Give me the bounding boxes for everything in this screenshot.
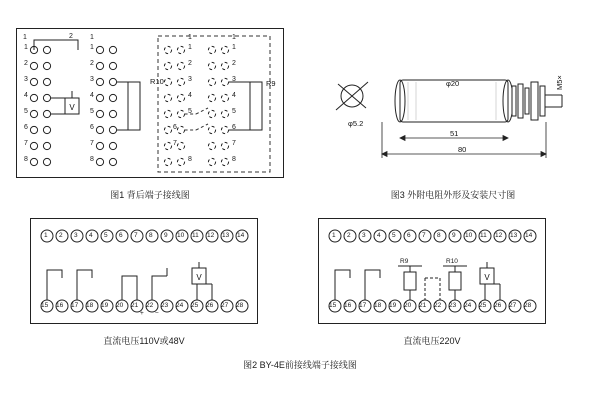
- fig1-left-label-2: 2: [69, 33, 73, 40]
- fig2-right-top-14: 14: [525, 232, 533, 239]
- fig2-right-r9-label: R9: [400, 258, 409, 265]
- fig1-mid-label-1: 1: [90, 34, 94, 41]
- fig1-left-num-2: 2: [24, 60, 28, 67]
- fig1-rr-num-8: 8: [232, 156, 236, 163]
- fig2-right-bot-27: 27: [509, 302, 517, 309]
- fig1-left-label-1: 1: [23, 34, 27, 41]
- fig2-left-top-6: 6: [119, 232, 123, 239]
- fig2-left-bot-18: 18: [86, 302, 94, 309]
- fig2-right-bot-17: 17: [359, 302, 367, 309]
- fig1-rr-num-2: 2: [232, 60, 236, 67]
- fig2-left-top-3: 3: [74, 232, 78, 239]
- fig2-left-top-11: 11: [192, 232, 199, 239]
- fig1-rl-num-5: 5: [188, 108, 192, 115]
- fig2-left-bot-17: 17: [71, 302, 79, 309]
- fig1-rl-num-1: 1: [188, 44, 192, 51]
- fig2-left-top-13: 13: [222, 232, 230, 239]
- fig1-caption: 图1 背后端子接线图: [110, 190, 190, 200]
- svg-text:φ5.2: φ5.2: [348, 119, 364, 128]
- fig2-right-top-3: 3: [362, 232, 366, 239]
- fig1-rr-num-4: 4: [232, 92, 236, 99]
- fig2-left-bot-27: 27: [221, 302, 229, 309]
- fig3-caption: 图3 外附电阻外形及安装尺寸图: [390, 190, 516, 200]
- fig2-right-top-5: 5: [392, 232, 396, 239]
- fig2-right-top-4: 4: [377, 232, 381, 239]
- fig2-right-title: 直流电压220V: [403, 336, 461, 346]
- fig2-left-top-14: 14: [237, 232, 245, 239]
- fig2-left-bot-25: 25: [191, 302, 199, 309]
- svg-text:R10: R10: [150, 77, 164, 86]
- fig2-left-bot-23: 23: [161, 302, 169, 309]
- fig2-left-bot-20: 20: [116, 302, 124, 309]
- fig2-right-top-7: 7: [422, 232, 426, 239]
- fig1-left-num-7: 7: [24, 140, 28, 147]
- fig1-mid-num-1: 1: [90, 44, 94, 51]
- fig1-left-num-3: 3: [24, 76, 28, 83]
- fig2-right-bot-25: 25: [479, 302, 487, 309]
- fig2-left-top-4: 4: [89, 232, 93, 239]
- fig2-right-top-6: 6: [407, 232, 411, 239]
- fig1-rr-num-5: 5: [232, 108, 236, 115]
- fig1-mid-num-4: 4: [90, 92, 94, 99]
- fig1-mid-num-6: 6: [90, 124, 94, 131]
- fig2-left-top-9: 9: [164, 232, 168, 239]
- fig1-svg: [16, 28, 284, 178]
- fig1-rr-num-7: 7: [232, 140, 236, 147]
- fig2-right-bot-20: 20: [404, 302, 412, 309]
- fig2-left-top-8: 8: [149, 232, 153, 239]
- fig2-left-top-12: 12: [207, 232, 215, 239]
- fig2-left-top-7: 7: [134, 232, 138, 239]
- fig1-rr-num-3: 3: [232, 76, 236, 83]
- fig2-right-r10-label: R10: [446, 258, 458, 265]
- fig2-right-bot-26: 26: [494, 302, 502, 309]
- fig2-left-bot-22: 22: [146, 302, 154, 309]
- fig1-frame: [16, 28, 284, 178]
- fig2-left-bot-28: 28: [236, 302, 244, 309]
- fig1-rl-num-3: 3: [188, 76, 192, 83]
- fig2-left-bot-26: 26: [206, 302, 214, 309]
- svg-text:φ20: φ20: [446, 79, 460, 88]
- fig1-right-label-a: 1: [188, 34, 192, 41]
- fig2-right-top-11: 11: [480, 232, 487, 239]
- fig2-left-title: 直流电压110V或48V: [103, 336, 185, 346]
- fig1-right-label-b: 1: [232, 34, 236, 41]
- fig2-left-bot-21: 21: [131, 302, 139, 309]
- svg-text:V: V: [484, 273, 490, 282]
- fig1-mid-num-2: 2: [90, 60, 94, 67]
- fig1-inner-6: 6: [173, 124, 177, 131]
- fig1-rl-num-8: 8: [188, 156, 192, 163]
- fig2-right-bot-23: 23: [449, 302, 457, 309]
- fig2-right-bot-19: 19: [389, 302, 397, 309]
- fig1-mid-num-8: 8: [90, 156, 94, 163]
- fig2-left-bot-24: 24: [176, 302, 184, 309]
- fig1-mid-num-3: 3: [90, 76, 94, 83]
- fig2-left-bot-15: 15: [41, 302, 49, 309]
- fig1-rr-num-1: 1: [232, 44, 236, 51]
- fig2-left-top-10: 10: [177, 232, 185, 239]
- fig2-right-top-2: 2: [347, 232, 351, 239]
- svg-text:51: 51: [450, 129, 459, 138]
- fig2-caption: 图2 BY-4E前接线端子接线图: [243, 360, 357, 370]
- svg-text:V: V: [69, 103, 75, 112]
- fig2-right-top-1: 1: [332, 232, 336, 239]
- fig1-left-num-5: 5: [24, 108, 28, 115]
- svg-text:M5×: M5×: [555, 75, 564, 90]
- fig2-left-bot-19: 19: [101, 302, 109, 309]
- fig2-right-top-13: 13: [510, 232, 518, 239]
- fig2-left-minus: −: [155, 310, 159, 317]
- fig1-rl-num-4: 4: [188, 92, 192, 99]
- fig1-rl-num-2: 2: [188, 60, 192, 67]
- fig1-inner-7: 7: [173, 140, 177, 147]
- fig2-right-bot-16: 16: [344, 302, 352, 309]
- fig2-left-bot-16: 16: [56, 302, 64, 309]
- fig2-right-top-12: 12: [495, 232, 503, 239]
- fig1-mid-num-7: 7: [90, 140, 94, 147]
- fig2-left-plus: +: [140, 310, 144, 317]
- fig1-rr-num-6: 6: [232, 124, 236, 131]
- fig1-left-num-4: 4: [24, 92, 28, 99]
- svg-text:R9: R9: [266, 79, 276, 88]
- fig2-left-top-5: 5: [104, 232, 108, 239]
- svg-text:80: 80: [458, 145, 467, 154]
- fig2-right-top-10: 10: [465, 232, 473, 239]
- fig2-right-bot-24: 24: [464, 302, 472, 309]
- fig2-right-bot-22: 22: [434, 302, 442, 309]
- fig2-right-bot-28: 28: [524, 302, 532, 309]
- fig1-left-num-6: 6: [24, 124, 28, 131]
- fig2-right-top-9: 9: [452, 232, 456, 239]
- fig2-left-top-1: 1: [44, 232, 48, 239]
- fig2-right-bot-21: 21: [419, 302, 427, 309]
- fig1-mid-num-5: 5: [90, 108, 94, 115]
- fig2-left-top-2: 2: [59, 232, 63, 239]
- fig2-right-bot-18: 18: [374, 302, 382, 309]
- fig3-svg: [322, 60, 584, 172]
- fig1-left-num-8: 8: [24, 156, 28, 163]
- fig1-left-num-1: 1: [24, 44, 28, 51]
- fig2-right-bot-15: 15: [329, 302, 337, 309]
- svg-text:V: V: [196, 273, 202, 282]
- fig3-frame: [322, 60, 584, 172]
- fig2-right-top-8: 8: [437, 232, 441, 239]
